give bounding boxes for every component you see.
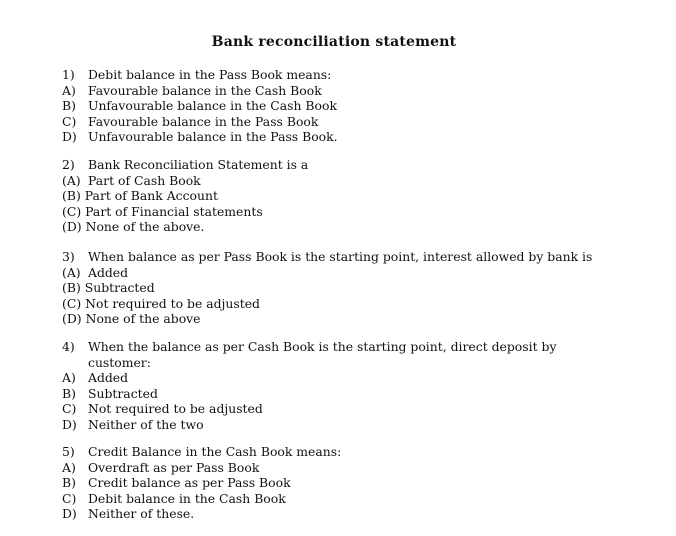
question-number: 3) bbox=[62, 249, 75, 264]
question-stem bbox=[62, 444, 662, 460]
option bbox=[62, 173, 662, 189]
option bbox=[62, 204, 662, 220]
option bbox=[62, 491, 662, 507]
option bbox=[62, 460, 662, 476]
question-stem bbox=[62, 249, 662, 265]
option-text: Part of Cash Book bbox=[88, 172, 201, 188]
option-text: Unfavourable balance in the Pass Book. bbox=[88, 129, 338, 145]
option-text: None of the above. bbox=[85, 219, 205, 235]
option-text: Subtracted bbox=[88, 385, 158, 401]
option-text: Overdraft as per Pass Book bbox=[88, 459, 260, 475]
option-text: Favourable balance in the Cash Book bbox=[88, 82, 322, 98]
option-label: (D) bbox=[62, 311, 82, 327]
option bbox=[62, 98, 662, 114]
option bbox=[62, 417, 662, 433]
option-text: Neither of the two bbox=[88, 416, 204, 432]
option bbox=[62, 386, 662, 402]
question-3 bbox=[62, 249, 662, 327]
option-label: D) bbox=[62, 129, 77, 145]
option-label: A) bbox=[62, 370, 76, 386]
question-text-continued: customer: bbox=[88, 354, 151, 370]
question-stem bbox=[62, 67, 662, 83]
option-label: D) bbox=[62, 416, 77, 432]
question-2 bbox=[62, 157, 662, 235]
option-label: (A) bbox=[62, 172, 81, 188]
option-text: Not required to be adjusted bbox=[88, 401, 263, 417]
option bbox=[62, 83, 662, 99]
question-5 bbox=[62, 444, 662, 522]
question-number: 1) bbox=[62, 67, 75, 82]
option-label: B) bbox=[62, 475, 76, 491]
option-text: Favourable balance in the Pass Book bbox=[88, 113, 319, 129]
question-stem-continued bbox=[62, 355, 662, 371]
option-label: (C) bbox=[62, 203, 82, 219]
option-label: (D) bbox=[62, 219, 82, 235]
option bbox=[62, 265, 662, 281]
option bbox=[62, 475, 662, 491]
option bbox=[62, 401, 662, 417]
option bbox=[62, 219, 662, 235]
option bbox=[62, 129, 662, 145]
option-text: Credit balance as per Pass Book bbox=[88, 475, 291, 491]
option-label: B) bbox=[62, 98, 76, 114]
option-label: C) bbox=[62, 490, 77, 506]
option bbox=[62, 188, 662, 204]
question-4 bbox=[62, 339, 662, 433]
question-text: When balance as per Pass Book is the starting point, interest allowed by bank is bbox=[88, 249, 593, 264]
option-label: B) bbox=[62, 385, 76, 401]
question-text: Bank Reconciliation Statement is a bbox=[88, 157, 309, 172]
question-text: Debit balance in the Pass Book means: bbox=[88, 67, 332, 82]
question-number: 4) bbox=[62, 339, 75, 354]
option-label: (B) bbox=[62, 280, 81, 296]
option-text: Not required to be adjusted bbox=[85, 295, 260, 311]
option-text: Added bbox=[88, 264, 129, 280]
option bbox=[62, 296, 662, 312]
option-text: Subtracted bbox=[84, 280, 155, 296]
option-label: (A) bbox=[62, 264, 81, 280]
question-number: 2) bbox=[62, 157, 75, 172]
option bbox=[62, 506, 662, 522]
option-text: Part of Financial statements bbox=[85, 203, 263, 219]
option-text: Neither of these. bbox=[88, 506, 195, 522]
option-text: Unfavourable balance in the Cash Book bbox=[88, 98, 337, 114]
option bbox=[62, 280, 662, 296]
question-number: 5) bbox=[62, 444, 75, 459]
question-stem bbox=[62, 157, 662, 173]
option bbox=[62, 311, 662, 327]
question-text: When the balance as per Cash Book is the starting point, direct deposit by bbox=[88, 339, 557, 354]
option-text: None of the above bbox=[85, 311, 201, 327]
option-text: Debit balance in the Cash Book bbox=[88, 490, 286, 506]
option-label: A) bbox=[62, 82, 76, 98]
option-label: (B) bbox=[62, 188, 81, 204]
option-label: C) bbox=[62, 401, 77, 417]
question-stem bbox=[62, 339, 662, 355]
option-text: Part of Bank Account bbox=[84, 188, 218, 204]
page-title: Bank reconciliation statement bbox=[211, 34, 457, 50]
option bbox=[62, 114, 662, 130]
option-text: Added bbox=[88, 370, 129, 386]
question-1 bbox=[62, 67, 662, 145]
option bbox=[62, 370, 662, 386]
option-label: (C) bbox=[62, 295, 82, 311]
option-label: D) bbox=[62, 506, 77, 522]
option-label: C) bbox=[62, 113, 77, 129]
option-label: A) bbox=[62, 459, 76, 475]
question-text: Credit Balance in the Cash Book means: bbox=[88, 444, 342, 459]
